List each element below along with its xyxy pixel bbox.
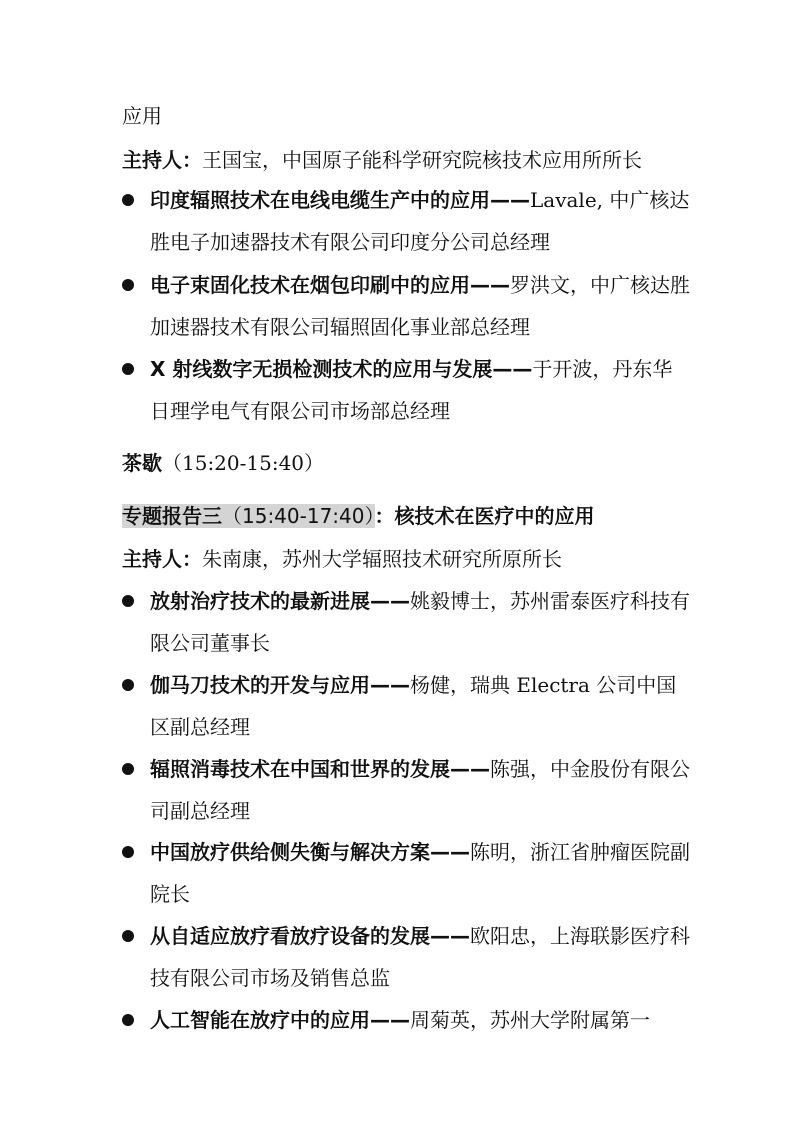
bullet-icon — [122, 763, 134, 775]
talk-speaker: 陈明，浙江省肿瘤医院副院长 — [150, 840, 690, 906]
bullet-icon — [122, 279, 134, 291]
talk-speaker: 罗洪文，中广核达胜加速器技术有限公司辐照固化事业部总经理 — [150, 273, 690, 339]
host-label: 主持人： — [122, 148, 202, 172]
list-item — [150, 664, 690, 748]
talk-title: 伽马刀技术的开发与应用—— — [150, 673, 410, 697]
talk-title: 人工智能在放疗中的应用—— — [150, 1008, 410, 1032]
bullet-icon — [122, 679, 134, 691]
bullet-icon — [122, 194, 134, 206]
break-line — [122, 449, 324, 477]
continued-fragment: 应用 — [122, 104, 162, 128]
list-item — [150, 580, 690, 664]
talk-title: X 射线数字无损检测技术的应用与发展—— — [150, 357, 533, 381]
talk-title: 中国放疗供给侧失衡与解决方案—— — [150, 840, 470, 864]
talk-title: 印度辐照技术在电线电缆生产中的应用—— — [150, 188, 530, 212]
list-item — [150, 915, 690, 999]
host-label: 主持人： — [122, 547, 202, 571]
talk-title: 从自适应放疗看放疗设备的发展—— — [150, 924, 470, 948]
list-item — [150, 999, 690, 1041]
session-colon: ： — [374, 504, 395, 528]
host-line — [122, 146, 642, 174]
talk-speaker: 杨健，瑞典 Electra 公司中国区副总经理 — [150, 673, 677, 739]
talk-speaker: 周菊英，苏州大学附属第一 — [410, 1008, 650, 1032]
host-text: 王国宝，中国原子能科学研究院核技术应用所所长 — [202, 148, 642, 172]
host-text: 朱南康，苏州大学辐照技术研究所原所长 — [202, 547, 562, 571]
list-item — [150, 179, 690, 263]
session-time: （15:40-17:40） — [222, 504, 375, 528]
bullet-icon — [122, 1014, 134, 1026]
session-heading-highlight — [122, 504, 375, 528]
talk-speaker: Lavale, 中广核达胜电子加速器技术有限公司印度分公司总经理 — [150, 188, 690, 254]
break-time: （15:20-15:40） — [162, 451, 325, 475]
continued-text — [122, 102, 162, 130]
talk-speaker: 姚毅博士，苏州雷泰医疗科技有限公司董事长 — [150, 589, 690, 655]
bullet-icon — [122, 595, 134, 607]
list-item — [150, 748, 690, 832]
bullet-icon — [122, 363, 134, 375]
talk-title: 放射治疗技术的最新进展—— — [150, 589, 410, 613]
talk-title: 电子束固化技术在烟包印刷中的应用—— — [150, 273, 510, 297]
talk-speaker: 欧阳忠，上海联影医疗科技有限公司市场及销售总监 — [150, 924, 690, 990]
break-label: 茶歇 — [122, 451, 162, 475]
list-item — [150, 831, 690, 915]
talk-speaker: 于开波，丹东华日理学电气有限公司市场部总经理 — [150, 357, 673, 423]
list-item — [150, 348, 690, 432]
list-item — [150, 264, 690, 348]
session-title: 专题报告三 — [122, 504, 222, 528]
session-host-line — [122, 545, 562, 573]
session-heading — [122, 502, 595, 530]
talk-speaker: 陈强，中金股份有限公司副总经理 — [150, 757, 690, 823]
talk-title: 辐照消毒技术在中国和世界的发展—— — [150, 757, 490, 781]
bullet-icon — [122, 930, 134, 942]
bullet-icon — [122, 846, 134, 858]
session-topic: 核技术在医疗中的应用 — [394, 504, 595, 528]
